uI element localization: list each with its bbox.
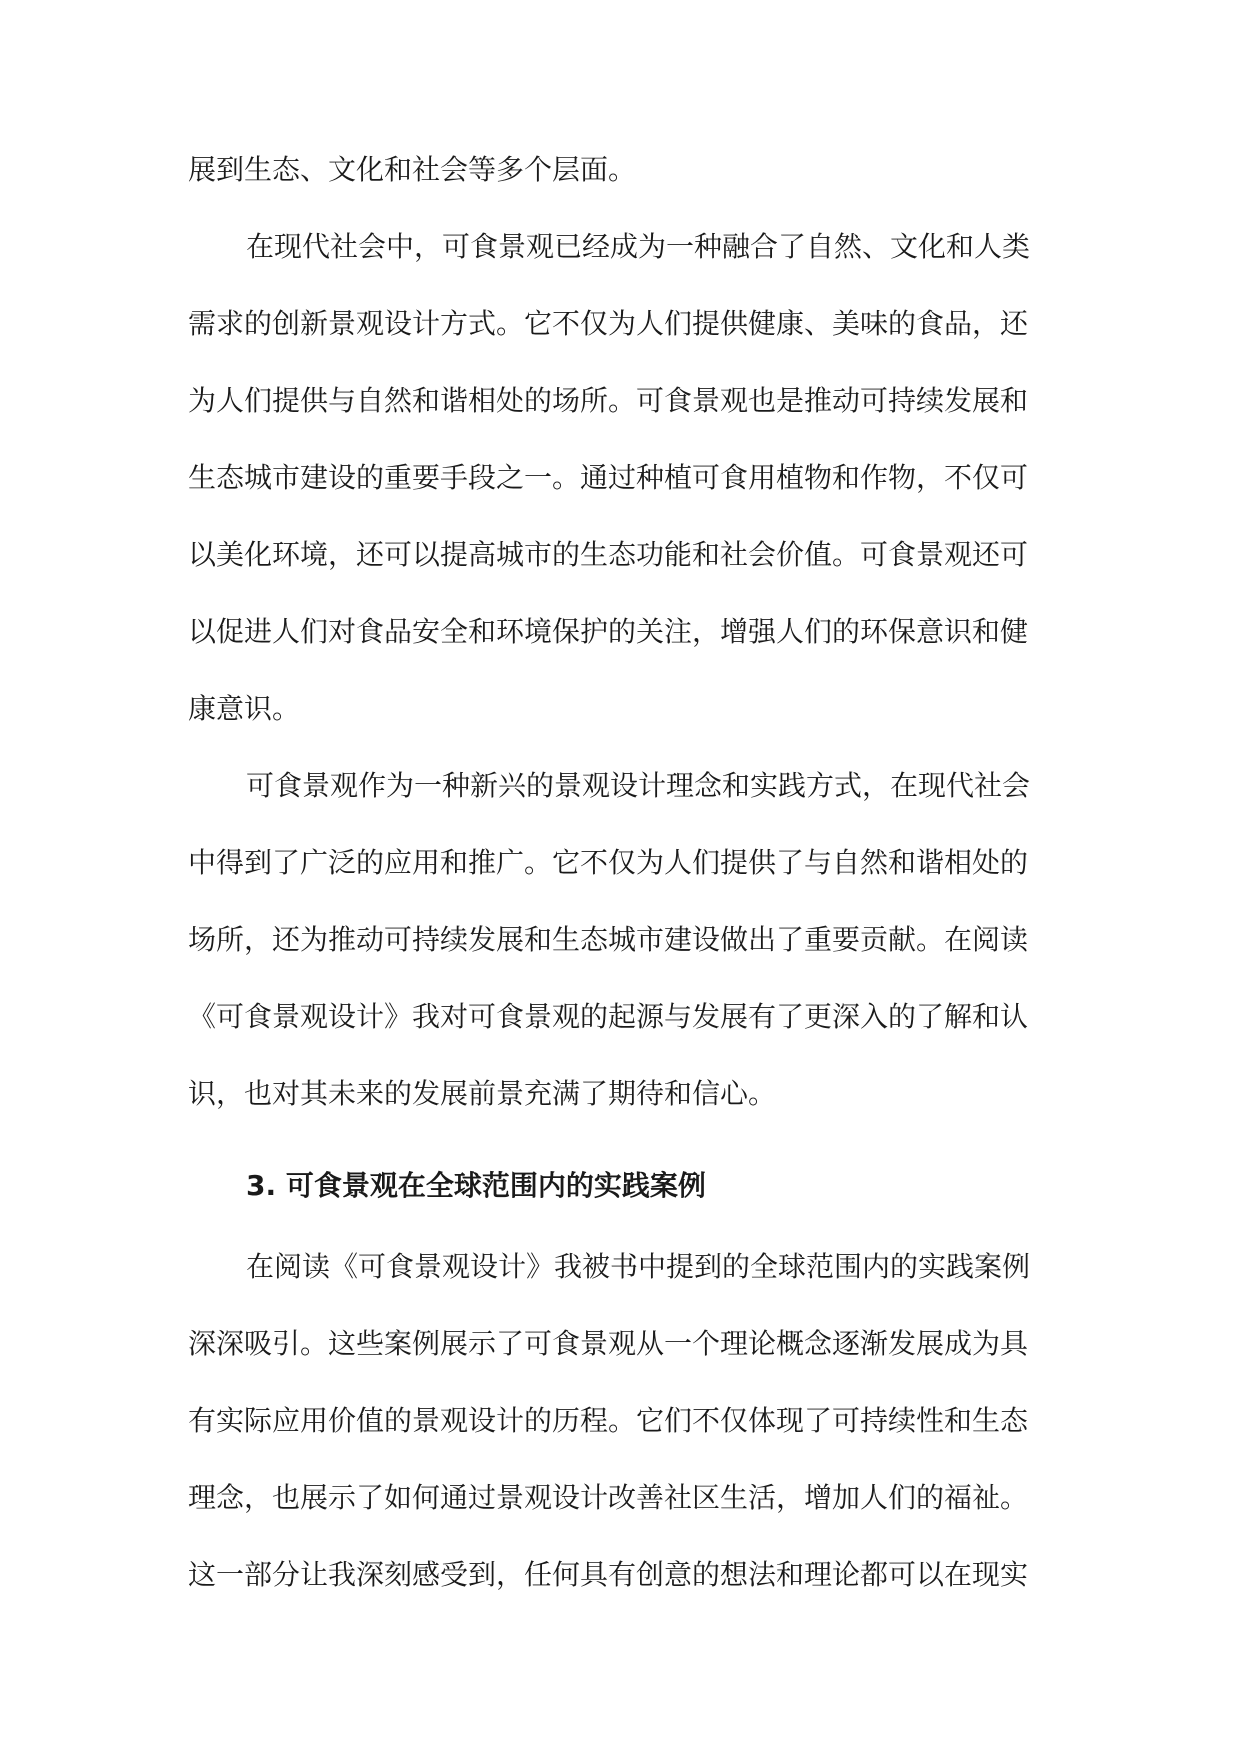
text-line: 有实际应用价值的景观设计的历程。它们不仅体现了可持续性和生态 [188,1404,1029,1437]
text-line: 在现代社会中，可食景观已经成为一种融合了自然、文化和人类 [246,230,1031,263]
text-line: 为人们提供与自然和谐相处的场所。可食景观也是推动可持续发展和 [188,384,1029,417]
text-line: 以促进人们对食品安全和环境保护的关注，增强人们的环保意识和健 [188,615,1029,648]
text-line: 《可食景观设计》我对可食景观的起源与发展有了更深入的了解和认 [188,1000,1029,1033]
section-heading: 3. 可食景观在全球范围内的实践案例 [246,1169,706,1202]
text-line: 康意识。 [188,692,301,725]
text-line: 需求的创新景观设计方式。它不仅为人们提供健康、美味的食品，还 [188,307,1029,340]
text-line: 在阅读《可食景观设计》我被书中提到的全球范围内的实践案例 [246,1250,1031,1283]
text-line: 生态城市建设的重要手段之一。通过种植可食用植物和作物，不仅可 [188,461,1029,494]
text-line: 识，也对其未来的发展前景充满了期待和信心。 [188,1077,777,1110]
text-line: 理念，也展示了如何通过景观设计改善社区生活，增加人们的福祉。 [188,1481,1029,1514]
text-line: 展到生态、文化和社会等多个层面。 [188,153,637,186]
text-line: 中得到了广泛的应用和推广。它不仅为人们提供了与自然和谐相处的 [188,846,1029,879]
text-line: 场所，还为推动可持续发展和生态城市建设做出了重要贡献。在阅读 [188,923,1029,956]
text-line: 深深吸引。这些案例展示了可食景观从一个理论概念逐渐发展成为具 [188,1327,1029,1360]
text-line: 可食景观作为一种新兴的景观设计理念和实践方式，在现代社会 [246,769,1031,802]
text-line: 这一部分让我深刻感受到，任何具有创意的想法和理论都可以在现实 [188,1558,1029,1591]
text-line: 以美化环境，还可以提高城市的生态功能和社会价值。可食景观还可 [188,538,1029,571]
